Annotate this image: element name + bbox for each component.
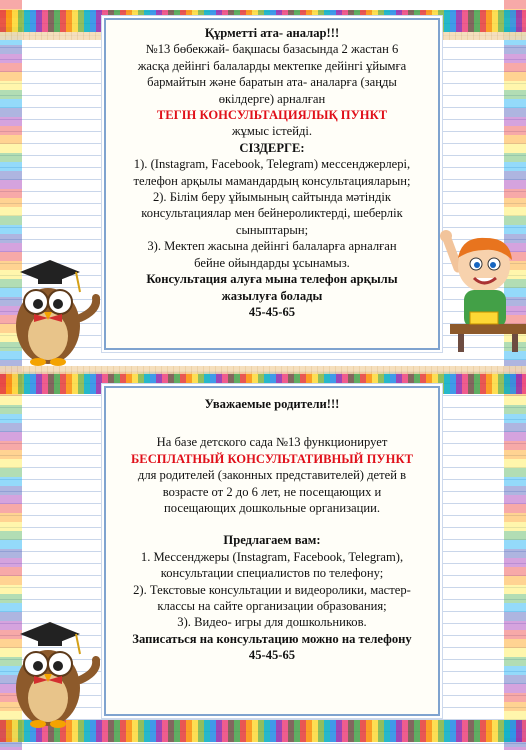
russian-text-line: посещающих дошкольные организации. [164,501,380,516]
waving-boy-icon [440,228,526,352]
kazakh-list-item: сыныптарын; [235,222,309,237]
kazakh-text-line: бармайтын және баратын ата- аналарға (заңды [147,75,397,90]
kazakh-free-consult-highlight: ТЕГІН КОНСУЛЬТАЦИЯЛЫҚ ПУНКТ [156,108,388,123]
kazakh-call-line: жазылуға болады [221,288,323,303]
russian-phone-number: 45-45-65 [248,648,296,663]
russian-call-line: Записаться на консультацию можно на телефону [132,631,412,646]
kazakh-text-line: №13 бөбекжай- бақшасы базасында 2 жастан 6 [145,42,399,57]
russian-notice-panel [104,386,440,716]
russian-list-item: 2). Текстовые консультации и видеоролики, мастер- [133,582,411,597]
kazakh-list-item: бейне ойындарды ұсынамыз. [194,255,350,270]
owl-graduate-icon [2,620,100,728]
kazakh-list-item: консультациялар мен бейнероликтерді, шеберлік [141,206,403,221]
kazakh-call-line: Консультация алуға мына телефон арқылы [146,272,398,287]
kazakh-text-line: өкілдерге) арналған [218,91,326,106]
kazakh-text-line: жасқа дейінгі балаларды мектепке дейінгі ұйымға [137,58,407,73]
kazakh-offer-heading: СІЗДЕРГЕ: [239,140,305,155]
kazakh-phone-number: 45-45-65 [248,304,296,319]
russian-list-item: 3). Видео- игры для дошкольников. [177,615,367,630]
russian-list-item: 1. Мессенджеры (Instagram, Facebook, Telegram), [140,549,404,564]
russian-greeting: Уважаемые родители!!! [204,397,340,411]
russian-list-item: классы на сайте организации образования; [157,599,387,614]
russian-list-item: консультации специалистов по телефону; [160,566,384,581]
kazakh-list-item: 2). Білім беру ұйымының сайтында мәтіндік [152,190,392,205]
kazakh-notice-panel [104,18,440,350]
pencil-tips-middle [0,366,526,374]
kazakh-works-line: жұмыс істейді. [231,124,313,139]
kazakh-list-item: телефон арқылы мамандардың консультацияларын; [133,173,411,188]
kazakh-list-item: 1). (Instagram, Facebook, Telegram) мессенджерлері, [133,157,411,172]
russian-text-line: для родителей (законных представителей) детей в [137,468,407,483]
russian-free-consult-highlight: БЕСПЛАТНЫЙ КОНСУЛЬТАТИВНЫЙ ПУНКТ [130,451,413,466]
kazakh-greeting: Құрметті ата- аналар!!! [204,26,340,40]
russian-text-line: На базе детского сада №13 функционирует [156,435,388,450]
russian-offer-heading: Предлагаем вам: [223,533,321,548]
owl-graduate-icon [2,258,100,366]
kazakh-list-item: 3). Мектеп жасына дейінгі балаларға арналған [147,239,397,254]
russian-text-line: возрасте от 2 до 6 лет, не посещающих и [162,484,382,499]
